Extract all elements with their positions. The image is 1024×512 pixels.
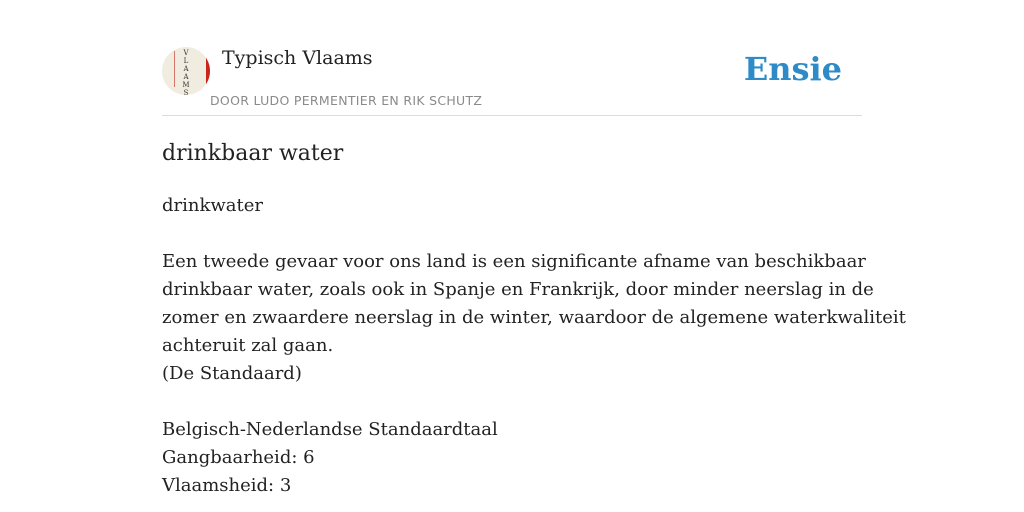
avatar-letter: S (183, 89, 189, 95)
entry-body (162, 192, 906, 500)
avatar-decoration-line (174, 51, 175, 87)
spacer (162, 220, 862, 248)
header (162, 40, 862, 116)
vlaamsheid-rating: Vlaamsheid: 3 (162, 475, 292, 496)
avatar-letter: A (183, 65, 189, 73)
avatar-letter: A (183, 73, 189, 81)
quote-line: drinkbaar water, zoals ook in Spanje en Frankrijk, door minder neerslag in de (162, 279, 874, 300)
entry-content (162, 138, 906, 500)
spacer (162, 388, 862, 416)
publication-avatar[interactable] (162, 47, 210, 95)
avatar-letter: L (183, 57, 189, 65)
avatar-letter: M (182, 81, 190, 89)
quote-line: zomer en zwaardere neerslag in de winter, waardoor de algemene waterkwaliteit (162, 307, 906, 328)
avatar-letter: V (183, 49, 189, 57)
gangbaarheid-rating: Gangbaarheid: 6 (162, 447, 315, 468)
entry-term: drinkbaar water (162, 141, 344, 166)
avatar-red-accent (206, 57, 210, 85)
language-variant: Belgisch-Nederlandse Standaardtaal (162, 419, 498, 440)
quote-line: Een tweede gevaar voor ons land is een significante afname van beschikbaar (162, 251, 866, 272)
ensie-logo-link[interactable]: Ensie (743, 50, 842, 88)
entry-definition: drinkwater (162, 195, 264, 216)
quote-line: achteruit zal gaan. (162, 335, 334, 356)
publication-title[interactable]: Typisch Vlaams (222, 47, 373, 69)
quote-source: (De Standaard) (162, 363, 302, 384)
publication-byline: DOOR LUDO PERMENTIER EN RIK SCHUTZ (210, 93, 483, 108)
avatar-letters (181, 49, 191, 95)
